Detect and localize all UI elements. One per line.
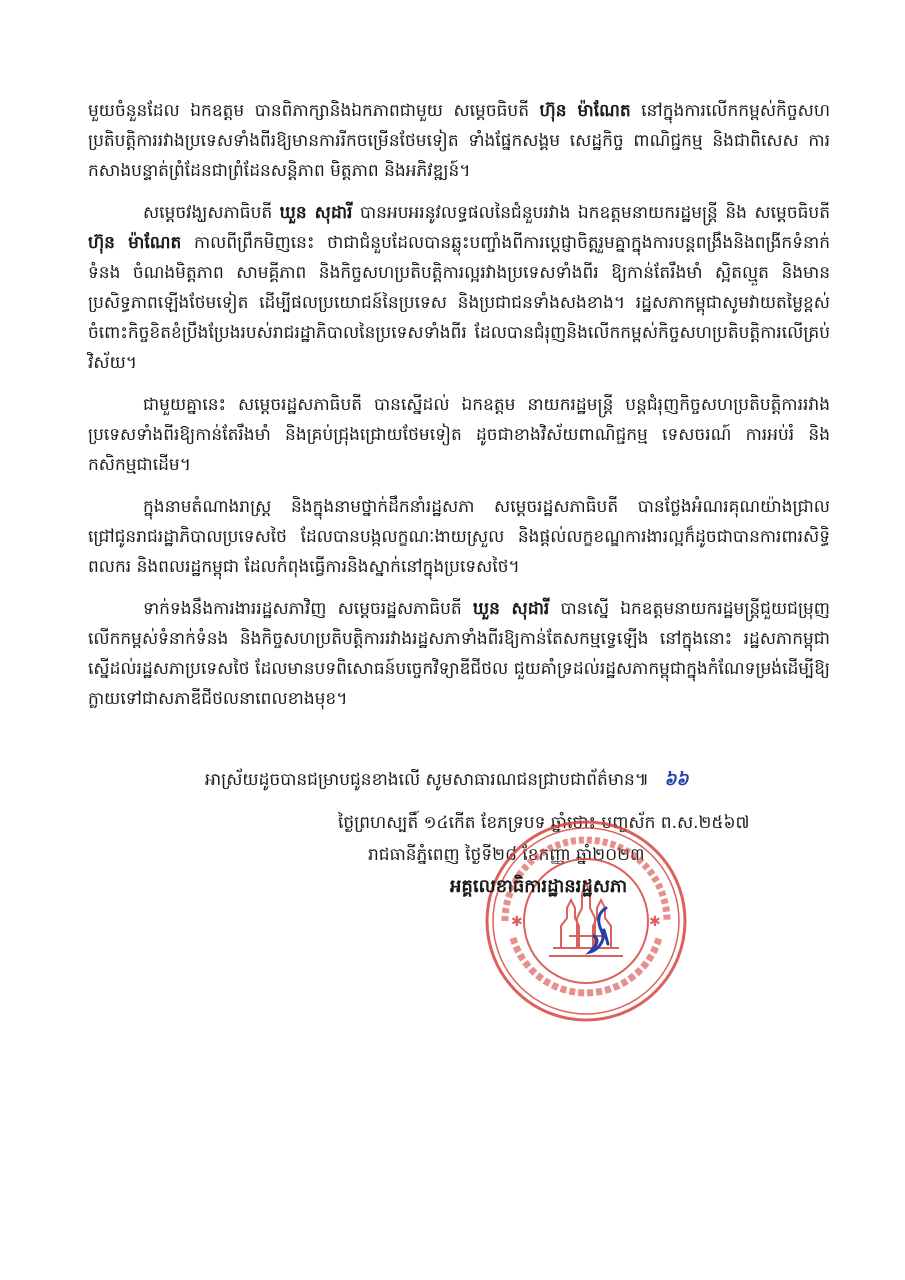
p2-seg-3: ហ៊ុន ម៉ាណែត <box>88 233 182 253</box>
document-body <box>88 96 830 726</box>
p5-seg-0: ទាក់ទងនឹងការងាររដ្ឋសភាវិញ សម្តេចរដ្ឋសភាធិបតី <box>143 599 473 619</box>
place-date: រាជធានីភ្នំពេញ ថ្ងៃទី២៨ ខែកញ្ញា ឆ្នាំ២០២៣ <box>368 845 645 865</box>
p2-seg-4: កាលពីព្រឹកមិញនេះ ថាជាជំនួបដែលបានឆ្លុះបញ្ចាំងពីការប្តេជ្ញាចិត្តរួមគ្នាក្នុងការបន្តពង្រឹងនិងពង្រីកទំនាក់ទំនង ចំណងមិត្តភាព សាមគ្គីភាព និងកិច្ចសហប្រតិបត្តិការល្អរវាងប្រទេសទាំងពីរ ឱ្យកាន់តែរឹងមាំ ស្អិតល្មួត និងមានប្រសិទ្ធភាពឡើងថែមទៀត ដើម្បីផលប្រយោជន៍នៃប្រទេស និងប្រជាជនទាំងសងខាង។ រដ្ឋសភាកម្ពុជាសូមវាយតម្លៃខ្ពស់ចំពោះកិច្ចខិតខំប្រឹងប្រែងរបស់រាជរដ្ឋាភិបាលនៃប្រទេសទាំងពីរ ដែលបានជំរុញនិងលើកកម្ពស់កិច្ចសហប្រតិបត្តិការលើគ្រប់វិស័យ។ <box>88 233 830 373</box>
closing-text: អាស្រ័យដូចបានជម្រាបជូនខាងលើ សូមសាធារណជនជ្រាបជាព័ត៌មាន៕ <box>205 770 649 790</box>
p1-seg-0: មួយចំនួនដែល ឯកឧត្តម បានពិភាក្សានិងឯកភាពជាមួយ សម្តេចធិបតី <box>88 101 540 121</box>
issuer-name: អគ្គលេខាធិការដ្ឋានរដ្ឋសភា <box>450 876 628 897</box>
svg-text:✱: ✱ <box>511 914 523 930</box>
svg-text:✱: ✱ <box>649 914 661 930</box>
lunar-date: ថ្ងៃព្រហស្បតិ៍ ១៤កើត ខែភទ្របទ ឆ្នាំថោះ បញ្ចស័ក ព.ស.២៥៦៧ <box>338 813 750 833</box>
p2-seg-1: ឃួន សុដារី <box>279 203 353 223</box>
p5-seg-1: ឃួន សុដារី <box>472 599 550 619</box>
paragraph-1 <box>88 96 830 186</box>
p4-seg-0: ក្នុងនាមតំណាងរាស្ត្រ និងក្នុងនាមថ្នាក់ដឹកនាំរដ្ឋសភា សម្តេចរដ្ឋសភាធិបតី បានថ្លែងអំណរគុណយ៉ាងជ្រាលជ្រៅជូនរាជរដ្ឋាភិបាលប្រទេសថៃ ដែលបានបង្កលក្ខណៈងាយស្រួល និងផ្តល់លក្ខខណ្ឌការងារល្អក៏ដូចជាបានការពារសិទ្ធិពលករ និងពលរដ្ឋកម្ពុជា ដែលកំពុងធ្វើការនិងស្នាក់នៅក្នុងប្រទេសថៃ។ <box>88 497 830 577</box>
handwritten-mark: ៦៦ <box>664 770 689 790</box>
signature-icon <box>568 900 628 960</box>
p1-seg-2: នៅក្នុងការលើកកម្ពស់កិច្ចសហប្រតិបត្តិការរវាងប្រទេសទាំងពីរឱ្យមានការរីកចម្រើនថែមទៀត ទាំងផ្នែកសង្គម សេដ្ឋកិច្ច ពាណិជ្ជកម្ម និងជាពិសេស ការកសាងបន្ទាត់ព្រំដែនជាព្រំដែនសន្តិភាព មិត្តភាព និងអភិវឌ្ឍន៍។ <box>88 101 831 181</box>
paragraph-5 <box>88 594 830 714</box>
p5-seg-2: បានស្នើ ឯកឧត្តមនាយករដ្ឋមន្ត្រីជួយជម្រុញលើកកម្ពស់ទំនាក់ទំនង និងកិច្ចសហប្រតិបត្តិការរវាងរដ្ឋសភាទាំងពីរឱ្យកាន់តែសកម្មទ្វេឡើង នៅក្នុងនោះ រដ្ឋសភាកម្ពុជាស្នើដល់រដ្ឋសភាប្រទេសថៃ ដែលមានបទពិសោធន៍បច្ចេកវិទ្យាឌីជីថល ជួយគាំទ្រដល់រដ្ឋសភាកម្ពុជាក្នុងកំណែទម្រង់ដើម្បីឱ្យក្លាយទៅជាសភាឌីជីថលនាពេលខាងមុខ។ <box>88 599 830 709</box>
paragraph-4 <box>88 492 830 582</box>
paragraph-2 <box>88 198 830 378</box>
closing-line <box>205 765 688 795</box>
p1-seg-1: ហ៊ុន ម៉ាណែត <box>539 101 631 121</box>
p2-seg-2: បានអបអរនូវលទ្ធផលនៃជំនួបរវាង ឯកឧត្តមនាយករដ្ឋមន្ត្រី និង សម្តេចធិបតី <box>352 203 830 223</box>
p3-seg-0: ជាមួយគ្នានេះ សម្តេចរដ្ឋសភាធិបតី បានស្នើដល់ ឯកឧត្តម នាយករដ្ឋមន្ត្រី បន្តជំរុញកិច្ចសហប្រតិបត្តិការរវាងប្រទេសទាំងពីរឱ្យកាន់តែរឹងមាំ និងគ្រប់ជ្រុងជ្រោយថែមទៀត ដូចជាខាងវិស័យពាណិជ្ជកម្ម ទេសចរណ៍ ការអប់រំ និងកសិកម្មជាដើម។ <box>88 395 830 475</box>
paragraph-3 <box>88 390 830 480</box>
p2-seg-0: សម្តេចវង្ឃសភាធិបតី <box>143 203 280 223</box>
